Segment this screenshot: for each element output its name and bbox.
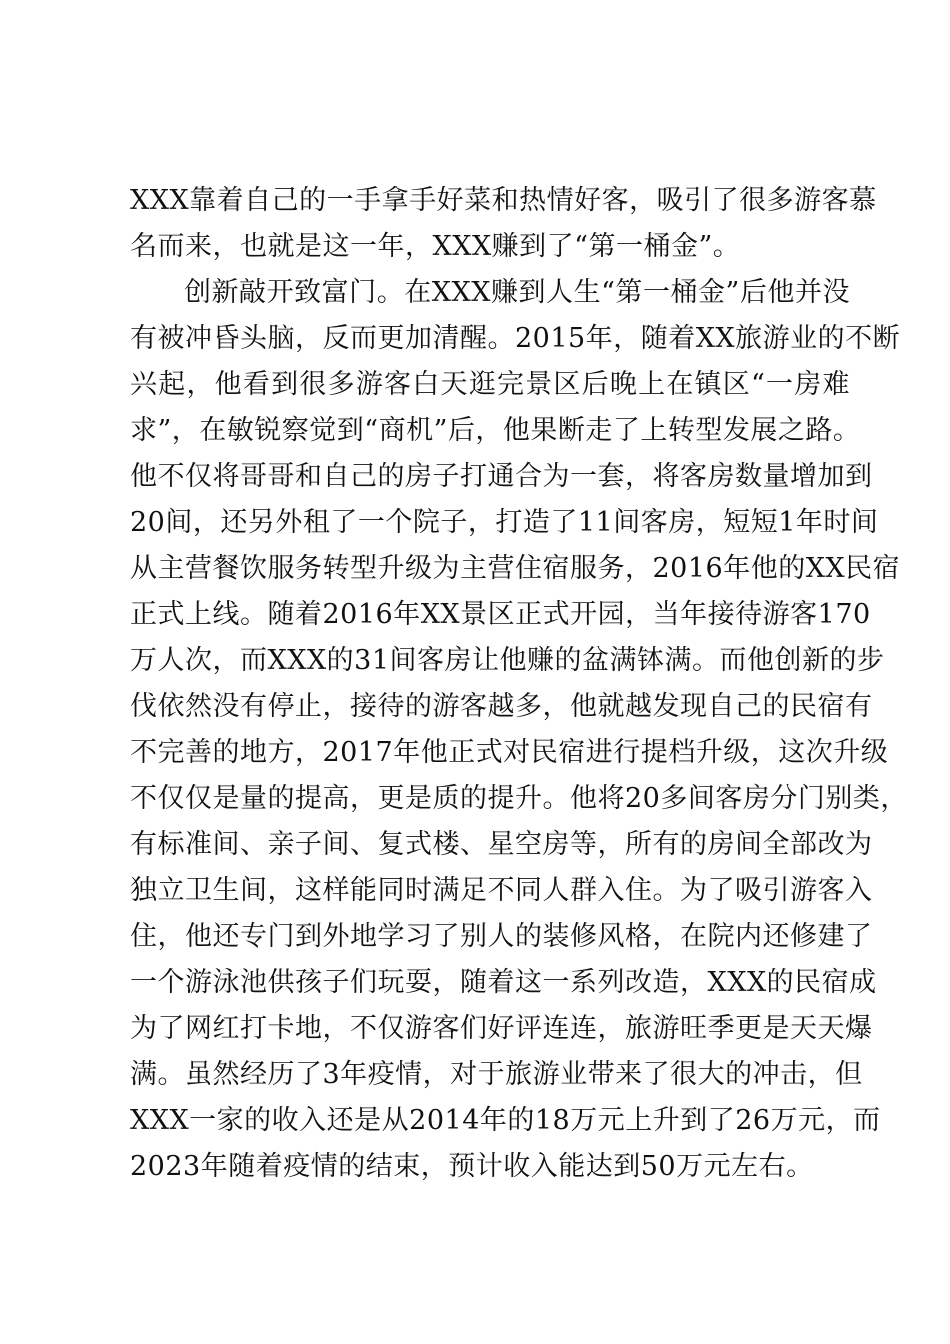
text-line: 正式上线。随着2016年XX景区正式开园，当年接待游客170 [130,599,871,630]
text-line: XXX一家的收入还是从2014年的18万元上升到了26万元，而 [130,1105,881,1136]
text-line: 一个游泳池供孩子们玩耍，随着这一系列改造，XXX的民宿成 [130,967,877,998]
paragraph-2 [130,270,908,1190]
text-line: 他不仅将哥哥和自己的房子打通合为一套，将客房数量增加到 [130,461,873,492]
text-line: 20间，还另外租了一个院子，打造了11间客房，短短1年时间 [130,507,879,538]
text-line: 有标准间、亲子间、复式楼、星空房等，所有的房间全部改为 [130,829,873,860]
text-line: 有被冲昏头脑，反而更加清醒。2015年，随着XX旅游业的不断 [130,323,901,354]
text-line: 创新敲开致富门。在XXX赚到人生“第一桶金”后他并没 [184,277,850,308]
text-line: 独立卫生间，这样能同时满足不同人群入住。为了吸引游客入 [130,875,873,906]
text-line: 名而来，也就是这一年，XXX赚到了“第一桶金”。 [130,231,741,262]
text-line: 从主营餐饮服务转型升级为主营住宿服务，2016年他的XX民宿 [130,553,901,584]
text-line: 不完善的地方，2017年他正式对民宿进行提档升级，这次升级 [130,737,889,768]
text-line: 住，他还专门到外地学习了别人的装修风格，在院内还修建了 [130,921,873,952]
text-line: XXX靠着自己的一手拿手好菜和热情好客，吸引了很多游客慕 [130,185,877,216]
text-line: 伐依然没有停止，接待的游客越多，他就越发现自己的民宿有 [130,691,873,722]
text-line: 兴起，他看到很多游客白天逛完景区后晚上在镇区“一房难 [130,369,850,400]
text-line: 为了网红打卡地，不仅游客们好评连连，旅游旺季更是天天爆 [130,1013,873,1044]
body-text [130,178,908,1190]
paragraph-1 [130,178,877,270]
text-line: 求”，在敏锐察觉到“商机”后，他果断走了上转型发展之路。 [130,415,861,446]
text-line: 不仅仅是量的提高，更是质的提升。他将20多间客房分门别类， [130,783,908,814]
text-line: 万人次，而XXX的31间客房让他赚的盆满钵满。而他创新的步 [130,645,885,676]
text-line: 满。虽然经历了3年疫情，对于旅游业带来了很大的冲击，但 [130,1059,863,1090]
text-line: 2023年随着疫情的结束，预计收入能达到50万元左右。 [130,1151,814,1182]
